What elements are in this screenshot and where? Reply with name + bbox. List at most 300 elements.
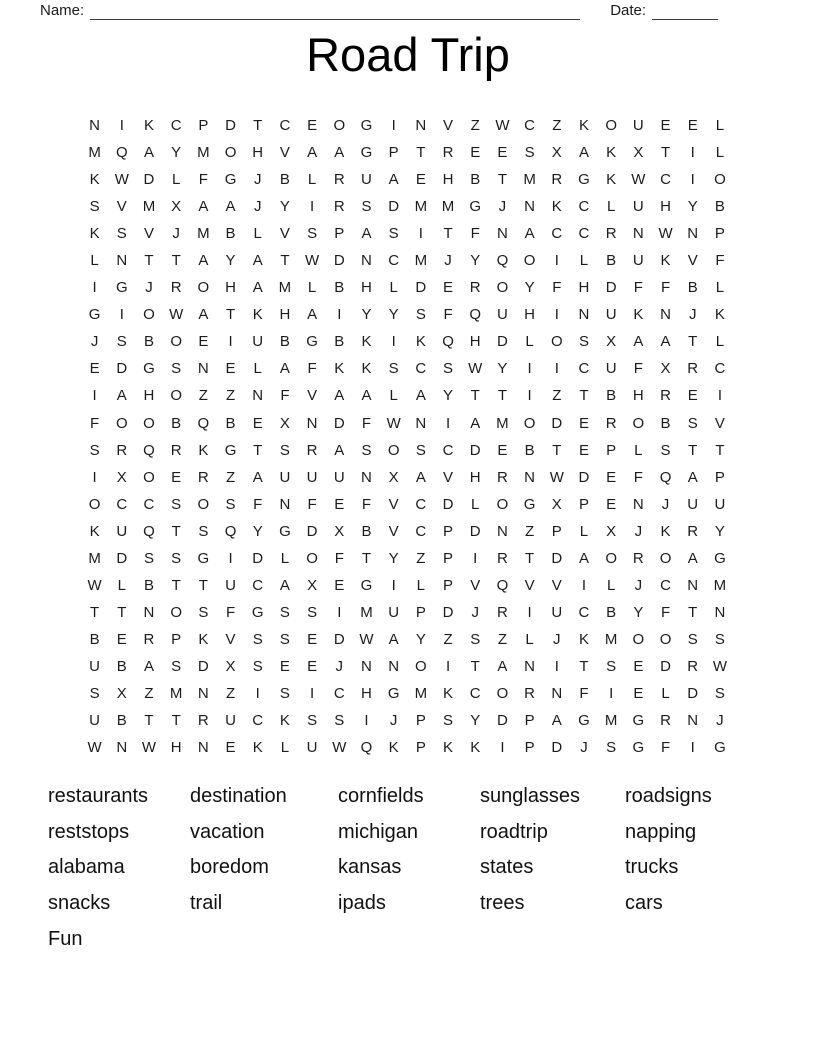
grid-letter: S <box>89 198 100 216</box>
grid-letter: N <box>524 657 536 675</box>
grid-letter: N <box>252 387 264 405</box>
grid-letter: A <box>497 657 508 675</box>
grid-letter: V <box>116 198 127 216</box>
grid-letter: O <box>496 685 509 702</box>
grid-letter: O <box>632 630 645 648</box>
grid-letter: O <box>523 414 536 432</box>
grid-letter: L <box>634 441 643 459</box>
grid-letter: J <box>389 712 398 730</box>
grid-letter: H <box>469 333 481 351</box>
grid-letter: U <box>632 252 644 270</box>
grid-letter: V <box>551 576 562 594</box>
grid-letter: Z <box>225 468 236 486</box>
grid-letter: U <box>714 495 726 513</box>
grid-letter: R <box>197 468 209 486</box>
grid-letter: K <box>578 630 589 648</box>
grid-letter: E <box>633 685 644 702</box>
grid-letter: D <box>660 657 671 675</box>
grid-letter: V <box>388 522 399 540</box>
grid-letter: S <box>443 712 454 730</box>
grid-letter: I <box>310 198 315 216</box>
grid-letter: E <box>497 144 508 162</box>
grid-letter: R <box>170 441 182 459</box>
grid-letter: O <box>115 414 128 432</box>
grid-letter: N <box>496 522 508 540</box>
grid-letter: Y <box>470 252 481 270</box>
grid-letter: R <box>496 603 508 621</box>
name-label: Name: <box>40 2 85 19</box>
grid-letter: Y <box>497 360 508 378</box>
grid-letter: I <box>690 739 695 757</box>
grid-letter: U <box>687 495 699 513</box>
grid-letter: D <box>388 198 400 216</box>
grid-letter: K <box>633 306 644 324</box>
grid-letter: A <box>279 576 290 594</box>
grid-letter: O <box>143 306 155 324</box>
grid-letter: K <box>279 712 290 730</box>
grid-letter: C <box>415 522 427 540</box>
grid-letter: I <box>418 225 423 243</box>
grid-letter: H <box>252 144 264 162</box>
grid-letter: G <box>224 171 237 189</box>
grid-letter: K <box>252 739 263 757</box>
grid-letter: B <box>89 630 100 648</box>
grid-letter: B <box>361 522 372 540</box>
grid-letter: H <box>279 306 291 324</box>
grid-letter: O <box>143 468 155 486</box>
grid-letter: N <box>116 252 128 270</box>
grid-letter: E <box>470 144 481 162</box>
grid-letter: C <box>143 495 155 513</box>
grid-letter: O <box>197 279 210 297</box>
grid-letter: L <box>715 333 725 351</box>
grid-letter: O <box>496 279 509 297</box>
grid-letter: I <box>391 117 396 135</box>
grid-letter: C <box>578 225 590 243</box>
grid-letter: X <box>307 576 318 594</box>
grid-letter: F <box>253 495 263 513</box>
grid-letter: A <box>143 657 154 675</box>
grid-letter: I <box>255 685 260 702</box>
grid-letter: D <box>551 549 563 567</box>
grid-letter: J <box>634 522 643 540</box>
grid-letter: K <box>89 171 100 189</box>
grid-letter: Y <box>443 387 454 405</box>
grid-letter: S <box>171 657 182 675</box>
grid-letter: N <box>116 739 128 757</box>
grid-letter: G <box>578 712 590 730</box>
grid-letter: S <box>388 225 399 243</box>
grid-letter: C <box>252 712 264 730</box>
grid-letter: K <box>551 198 562 216</box>
grid-letter: T <box>552 441 562 459</box>
grid-letter: B <box>143 576 154 594</box>
grid-letter: E <box>415 171 426 189</box>
grid-letter: F <box>334 549 344 567</box>
grid-letter: K <box>714 306 725 324</box>
grid-letter: N <box>551 685 563 702</box>
grid-letter: U <box>306 468 318 486</box>
grid-letter: A <box>660 333 671 351</box>
grid-letter: J <box>90 333 99 351</box>
grid-letter: D <box>469 441 481 459</box>
grid-letter: O <box>605 549 617 567</box>
grid-letter: C <box>660 576 671 594</box>
grid-letter: B <box>171 414 182 432</box>
grid-letter: C <box>578 360 590 378</box>
grid-letter: Y <box>225 252 236 270</box>
grid-letter: A <box>334 441 345 459</box>
grid-letter: H <box>143 387 155 405</box>
grid-letter: N <box>632 225 644 243</box>
grid-letter: N <box>687 576 699 594</box>
grid-letter: N <box>143 603 155 621</box>
grid-letter: N <box>524 468 536 486</box>
grid-letter: R <box>551 171 563 189</box>
grid-letter: G <box>632 712 645 730</box>
grid-letter: L <box>471 495 480 513</box>
grid-letter: E <box>307 117 318 135</box>
grid-letter: K <box>143 117 154 135</box>
grid-letter: T <box>171 522 181 540</box>
grid-letter: X <box>606 333 617 351</box>
grid-letter: S <box>415 306 426 324</box>
grid-letter: L <box>253 360 262 378</box>
word-list-item: ipads <box>338 892 386 915</box>
grid-letter: S <box>198 522 209 540</box>
grid-letter: W <box>712 657 727 675</box>
grid-letter: B <box>714 198 725 216</box>
grid-letter: I <box>228 549 233 567</box>
grid-letter: D <box>225 117 236 135</box>
grid-letter: J <box>172 225 180 243</box>
grid-letter: H <box>469 468 481 486</box>
grid-letter: C <box>279 117 291 135</box>
grid-letter: R <box>442 144 454 162</box>
word-list-item: trees <box>480 892 525 915</box>
grid-letter: B <box>470 171 481 189</box>
grid-letter: I <box>527 603 532 621</box>
grid-letter: S <box>143 549 154 567</box>
grid-letter: O <box>415 657 427 675</box>
grid-letter: A <box>524 225 535 243</box>
grid-letter: M <box>142 198 156 216</box>
grid-letter: W <box>359 630 374 648</box>
grid-letter: Y <box>415 630 426 648</box>
grid-letter: E <box>578 414 589 432</box>
word-list <box>48 779 745 957</box>
grid-letter: E <box>606 495 617 513</box>
grid-letter: R <box>143 630 155 648</box>
grid-letter: I <box>337 306 342 324</box>
grid-letter: T <box>715 441 725 459</box>
grid-letter: Z <box>552 117 562 135</box>
grid-letter: B <box>687 279 698 297</box>
grid-letter: U <box>551 603 563 621</box>
grid-letter: M <box>88 144 101 162</box>
word-list-item: kansas <box>338 856 402 879</box>
grid-letter: P <box>714 225 725 243</box>
grid-letter: L <box>280 739 290 757</box>
grid-letter: C <box>524 117 536 135</box>
grid-letter: I <box>228 333 233 351</box>
grid-letter: B <box>606 252 617 270</box>
date-blank-line <box>652 3 718 20</box>
grid-letter: X <box>279 414 290 432</box>
grid-letter: V <box>225 630 236 648</box>
grid-letter: P <box>524 712 535 730</box>
grid-letter: N <box>197 739 209 757</box>
grid-letter: Q <box>442 333 454 351</box>
grid-letter: I <box>554 657 559 675</box>
grid-letter: E <box>687 117 698 135</box>
grid-letter: M <box>88 549 101 567</box>
grid-letter: J <box>688 306 697 324</box>
grid-letter: Z <box>144 685 154 702</box>
grid-letter: R <box>687 522 699 540</box>
grid-letter: U <box>89 712 101 730</box>
grid-letter: R <box>197 712 209 730</box>
grid-letter: E <box>687 387 698 405</box>
grid-letter: C <box>415 360 427 378</box>
grid-letter: D <box>496 712 508 730</box>
grid-letter: M <box>414 685 428 702</box>
grid-letter: C <box>714 360 726 378</box>
grid-letter: A <box>578 549 589 567</box>
grid-letter: H <box>361 279 372 297</box>
grid-letter: U <box>496 306 508 324</box>
word-list-item: cornfields <box>338 785 424 808</box>
grid-letter: M <box>441 198 455 216</box>
grid-letter: K <box>388 739 399 757</box>
grid-letter: G <box>143 360 155 378</box>
grid-letter: I <box>119 117 124 135</box>
grid-letter: O <box>550 333 563 351</box>
grid-letter: N <box>687 225 699 243</box>
grid-letter: F <box>307 360 317 378</box>
grid-letter: A <box>198 252 209 270</box>
grid-letter: H <box>442 171 454 189</box>
grid-letter: K <box>89 522 100 540</box>
grid-letter: A <box>252 252 263 270</box>
grid-letter: J <box>580 739 588 757</box>
grid-letter: J <box>253 198 262 216</box>
grid-letter: O <box>387 441 400 459</box>
grid-letter: D <box>605 279 617 297</box>
grid-letter: F <box>361 495 372 513</box>
grid-letter: H <box>170 739 182 757</box>
grid-letter: O <box>224 144 237 162</box>
grid-letter: D <box>442 603 454 621</box>
grid-letter: E <box>225 739 236 757</box>
grid-letter: R <box>660 387 671 405</box>
word-list-item: michigan <box>338 820 419 843</box>
grid-letter: S <box>279 441 290 459</box>
grid-letter: B <box>143 333 154 351</box>
grid-letter: D <box>578 468 590 486</box>
grid-letter: T <box>171 712 181 730</box>
grid-letter: M <box>523 171 536 189</box>
grid-letter: D <box>333 414 345 432</box>
grid-letter: A <box>198 198 209 216</box>
grid-letter: D <box>333 252 345 270</box>
grid-letter: W <box>114 171 129 189</box>
grid-letter: S <box>470 630 481 648</box>
grid-letter: S <box>198 603 209 621</box>
grid-letter: G <box>578 171 590 189</box>
name-blank-line <box>90 3 580 20</box>
grid-letter: Y <box>524 279 535 297</box>
grid-letter: F <box>361 414 372 432</box>
grid-letter: M <box>169 685 183 702</box>
grid-letter: T <box>688 441 698 459</box>
grid-letter: X <box>116 685 127 702</box>
grid-letter: A <box>116 387 127 405</box>
grid-letter: U <box>632 117 644 135</box>
word-list-item: boredom <box>190 856 269 879</box>
grid-letter: K <box>252 306 263 324</box>
grid-letter: S <box>687 414 698 432</box>
grid-letter: R <box>605 414 617 432</box>
grid-letter: R <box>524 685 536 702</box>
grid-letter: U <box>225 712 236 730</box>
word-list-item: trail <box>190 892 223 915</box>
grid-letter: L <box>606 198 616 216</box>
grid-letter: N <box>660 306 671 324</box>
grid-letter: A <box>388 630 399 648</box>
grid-letter: X <box>551 495 562 513</box>
word-list-item: roadtrip <box>480 820 548 843</box>
grid-letter: P <box>443 576 454 594</box>
grid-letter: T <box>497 387 507 405</box>
grid-letter: N <box>578 306 590 324</box>
grid-letter: M <box>414 252 428 270</box>
grid-letter: S <box>279 630 290 648</box>
puzzle-title: Road Trip <box>306 28 510 81</box>
grid-letter: Q <box>496 576 509 594</box>
grid-letter: D <box>116 360 128 378</box>
grid-letter: T <box>443 225 453 243</box>
grid-letter: Y <box>171 144 182 162</box>
grid-letter: S <box>252 657 263 675</box>
grid-letter: T <box>171 252 181 270</box>
grid-letter: J <box>498 198 507 216</box>
grid-letter: U <box>252 333 264 351</box>
grid-letter: N <box>415 414 427 432</box>
grid-letter: M <box>278 279 292 297</box>
grid-letter: W <box>332 739 347 757</box>
grid-letter: N <box>632 495 644 513</box>
grid-letter: E <box>198 333 209 351</box>
grid-letter: E <box>497 441 508 459</box>
grid-letter: K <box>606 171 617 189</box>
grid-letter: G <box>279 522 291 540</box>
grid-letter: E <box>334 495 345 513</box>
grid-letter: N <box>279 495 291 513</box>
grid-letter: K <box>198 630 209 648</box>
grid-letter: F <box>90 414 100 432</box>
grid-letter: Z <box>225 387 236 405</box>
grid-letter: E <box>633 657 644 675</box>
grid-letter: X <box>633 144 644 162</box>
grid-letter: M <box>604 712 618 730</box>
date-label: Date: <box>610 2 647 19</box>
grid-letter: L <box>606 576 616 594</box>
grid-letter: L <box>90 252 99 270</box>
grid-letter: I <box>554 360 559 378</box>
grid-letter: C <box>578 198 590 216</box>
grid-letter: P <box>198 117 209 135</box>
grid-letter: I <box>717 387 722 405</box>
grid-letter: T <box>579 387 589 405</box>
header <box>40 2 735 20</box>
grid-letter: L <box>715 117 725 135</box>
grid-letter: Y <box>252 522 263 540</box>
grid-letter: S <box>334 712 345 730</box>
grid-letter: O <box>88 495 101 513</box>
grid-letter: W <box>631 171 646 189</box>
grid-letter: A <box>143 144 154 162</box>
grid-letter: Z <box>552 387 562 405</box>
grid-letter: C <box>442 441 454 459</box>
word-list-item: cars <box>625 892 663 915</box>
grid-letter: D <box>442 495 454 513</box>
grid-letter: J <box>471 603 479 621</box>
grid-letter: T <box>416 144 426 162</box>
grid-letter: T <box>688 603 698 621</box>
grid-letter: F <box>579 685 589 702</box>
grid-letter: I <box>445 414 451 432</box>
grid-letter: Y <box>687 198 698 216</box>
grid-letter: Y <box>279 198 290 216</box>
grid-letter: X <box>116 468 127 486</box>
grid-letter: D <box>496 333 508 351</box>
grid-letter: C <box>170 117 182 135</box>
grid-letter: J <box>634 576 643 594</box>
grid-letter: D <box>143 171 155 189</box>
grid-letter: G <box>306 333 318 351</box>
grid-letter: L <box>525 630 534 648</box>
grid-letter: A <box>388 171 399 189</box>
grid-letter: I <box>92 279 97 297</box>
grid-letter: T <box>280 252 290 270</box>
grid-letter: X <box>225 657 236 675</box>
grid-letter: K <box>334 360 345 378</box>
grid-letter: F <box>307 495 317 513</box>
grid-letter: P <box>606 441 617 459</box>
grid-letter: A <box>361 387 372 405</box>
grid-letter: X <box>388 468 399 486</box>
grid-letter: L <box>307 171 317 189</box>
grid-letter: H <box>524 306 536 324</box>
grid-letter: V <box>443 117 454 135</box>
grid-letter: V <box>279 225 290 243</box>
grid-letter: F <box>198 171 208 189</box>
grid-letter: A <box>307 306 318 324</box>
grid-letter: T <box>253 441 263 459</box>
grid-letter: A <box>415 387 426 405</box>
grid-letter: S <box>171 495 182 513</box>
grid-letter: G <box>360 576 373 594</box>
grid-letter: Q <box>659 468 672 486</box>
grid-letter: W <box>468 360 483 378</box>
grid-letter: I <box>581 576 587 594</box>
grid-letter: I <box>527 387 532 405</box>
grid-letter: A <box>334 387 345 405</box>
grid-letter: S <box>361 441 372 459</box>
grid-letter: T <box>144 252 154 270</box>
grid-letter: R <box>469 279 481 297</box>
